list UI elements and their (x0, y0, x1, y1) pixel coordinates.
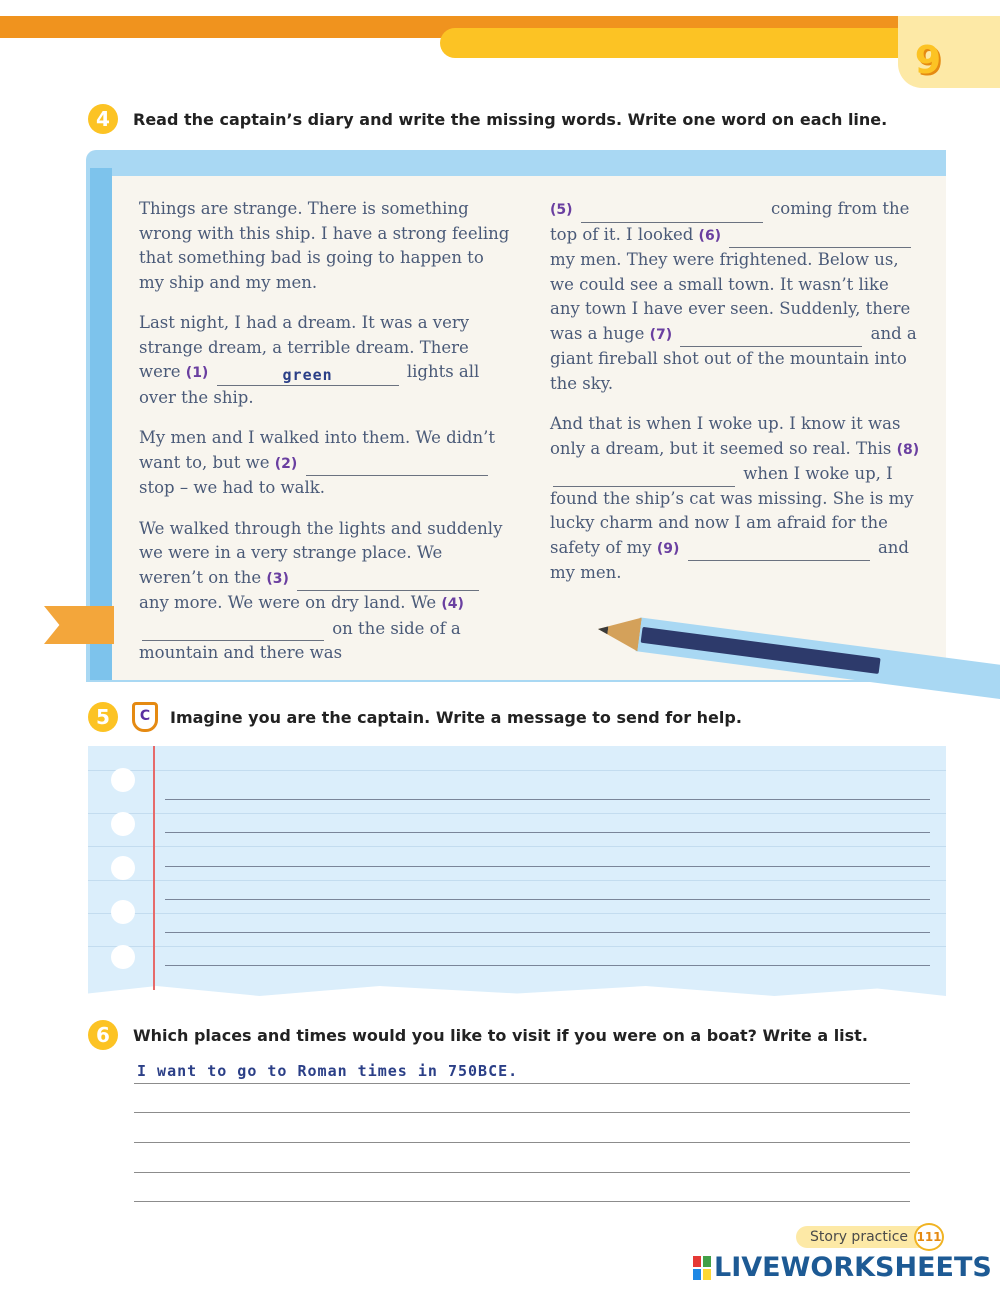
answer-field-5[interactable] (581, 201, 763, 223)
message-writing-line-4[interactable] (165, 899, 930, 900)
header-yellow-bar (440, 28, 910, 58)
notebook-punch-hole (111, 945, 135, 969)
exercise-5-badge: 5 (88, 702, 118, 732)
shield-letter: C (139, 708, 151, 724)
notebook-faint-line (88, 846, 946, 847)
gap-number-7: (7) (649, 326, 673, 343)
notebook-paper[interactable] (88, 746, 946, 996)
answer-field-4[interactable] (142, 619, 324, 641)
footer-section-label: Story practice (810, 1229, 909, 1245)
list-line-3[interactable] (134, 1142, 910, 1143)
list-line-2[interactable] (134, 1112, 910, 1113)
gap-number-8: (8) (896, 441, 920, 458)
page-number: 111 (914, 1223, 944, 1251)
gap-number-3: (3) (266, 570, 289, 587)
answer-field-1[interactable]: green (217, 364, 399, 386)
notebook-faint-line (88, 913, 946, 914)
notebook-margin-line (153, 746, 155, 990)
diary-right-column (550, 197, 922, 602)
critical-thinking-icon (132, 702, 158, 732)
message-writing-line-1[interactable] (165, 799, 930, 800)
list-line-1[interactable] (134, 1083, 910, 1084)
diary-left-column (139, 197, 511, 682)
list-answer-1[interactable]: I want to go to Roman times in 750BCE. (137, 1062, 519, 1080)
diary-paragraph-2: Last night, I had a dream. It was a very strange dream, a terrible dream. There were (1) green lights all over the ship. (139, 313, 480, 407)
exercise-6-instruction: Which places and times would you like to visit if you were on a boat? Write a list. (133, 1026, 868, 1045)
diary-paragraph-1: Things are strange. There is something wrong with this ship. I have a strong feeling that something bad is going to happen to my ship and my men. (139, 199, 510, 292)
message-writing-line-6[interactable] (165, 965, 930, 966)
notebook-punch-hole (111, 768, 135, 792)
diary-paragraph-4: We walked through the lights and suddenly we were in a very strange place. We weren’t on the (3) any more. We were on dry land. We (4) on the side of a mountain and there was (139, 518, 503, 662)
notebook-faint-line (88, 880, 946, 881)
exercise-6-badge: 6 (88, 1020, 118, 1050)
bookmark-ribbon (44, 606, 114, 644)
diary-spine (90, 168, 112, 680)
diary-paragraph-6: And that is when I woke up. I know it was only a dream, but it seemed so real. This (8) when I woke up, I found the ship’s cat was missing. She is my lucky charm and now I am afraid for the safety of my (9) and my men. (550, 414, 920, 582)
notebook-punch-hole (111, 900, 135, 924)
liveworksheets-logo-icon (693, 1256, 711, 1280)
logo-square-yellow (703, 1269, 711, 1280)
message-writing-line-5[interactable] (165, 932, 930, 933)
exercise-5-instruction: Imagine you are the captain. Write a message to send for help. (170, 708, 742, 727)
gap-number-1: (1) (185, 365, 209, 381)
gap-number-6: (6) (698, 227, 722, 244)
notebook-punch-hole (111, 812, 135, 836)
answer-field-2[interactable] (306, 454, 488, 476)
notebook-faint-line (88, 770, 946, 771)
answer-field-7[interactable] (680, 325, 862, 347)
list-line-4[interactable] (134, 1172, 910, 1173)
gap-number-2: (2) (274, 455, 298, 472)
answer-field-3[interactable] (297, 569, 479, 591)
list-line-5[interactable] (134, 1201, 910, 1202)
message-writing-line-3[interactable] (165, 866, 930, 867)
notebook-faint-line (88, 946, 946, 947)
unit-number: 9 (914, 38, 942, 82)
pencil-lead (597, 625, 608, 634)
logo-square-red (693, 1256, 701, 1267)
gap-number-5: (5) (550, 202, 573, 218)
message-writing-line-2[interactable] (165, 832, 930, 833)
pencil-tip (596, 612, 642, 651)
diary-paragraph-3: My men and I walked into them. We didn’t want to, but we (2) stop – we had to walk. (139, 428, 495, 497)
answer-field-8[interactable] (553, 465, 735, 487)
logo-square-green (703, 1256, 711, 1267)
exercise-4-badge: 4 (88, 104, 118, 134)
liveworksheets-brand[interactable]: LIVEWORKSHEETS (714, 1252, 992, 1283)
notebook-punch-hole (111, 856, 135, 880)
diary-paragraph-5: (5) coming from the top of it. I looked (6) my men. They were frightened. Below us, we could see a small town. It wasn’t like any town I have ever seen. Suddenly, there was a huge (7) and a giant fireball shot out of the mountain into the sky. (550, 199, 917, 393)
gap-number-9: (9) (656, 540, 680, 557)
exercise-4-instruction: Read the captain’s diary and write the missing words. Write one word on each line. (133, 110, 888, 129)
answer-field-9[interactable] (688, 539, 870, 561)
gap-number-4: (4) (441, 596, 464, 612)
answer-field-6[interactable] (729, 226, 911, 248)
notebook-faint-line (88, 813, 946, 814)
logo-square-blue (693, 1269, 701, 1280)
